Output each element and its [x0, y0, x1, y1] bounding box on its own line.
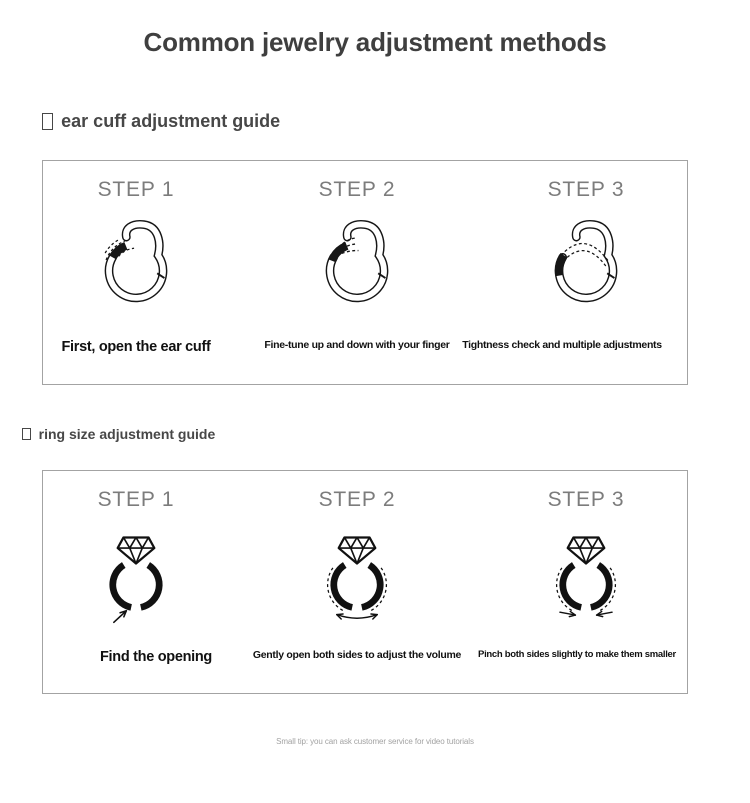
step-column: [43, 161, 229, 384]
section-heading-ear-cuff: [42, 111, 280, 132]
page-title: Common jewelry adjustment methods: [143, 27, 607, 57]
diamond-icon: [118, 537, 155, 563]
step-caption: Find the opening: [100, 649, 212, 665]
opening-arrow: [114, 611, 127, 623]
step-label: STEP 3: [547, 488, 625, 511]
step-caption: First, open the ear cuff: [61, 339, 211, 355]
ear-cuff-step3-illustration: [532, 213, 640, 321]
step-label: STEP 1: [97, 178, 175, 201]
missing-glyph-icon: [22, 428, 31, 441]
step-column: [229, 161, 485, 384]
section-heading-label: ear cuff adjustment guide: [61, 111, 281, 131]
diamond-icon: [339, 537, 376, 563]
step-label: STEP 2: [318, 488, 396, 511]
ring-step1-illustration: [82, 521, 190, 633]
step-column: [43, 471, 229, 693]
ring-step3-illustration: [532, 521, 640, 633]
step-label: STEP 1: [97, 488, 175, 511]
step-column: [229, 471, 485, 693]
footer-tip: Small tip: you can ask customer service for video tutorials: [276, 737, 474, 746]
motion-dashes: [565, 244, 609, 266]
ring-band: [113, 565, 159, 607]
step-caption: Tightness check and multiple adjustments: [462, 339, 662, 351]
section-heading-label: ring size adjustment guide: [38, 426, 216, 442]
adjust-arrows: [337, 614, 378, 619]
diamond-icon: [568, 537, 605, 563]
figure: [303, 211, 411, 323]
figure: [82, 521, 190, 633]
figure: [303, 521, 411, 633]
step-caption: Fine-tune up and down with your finger: [264, 339, 450, 351]
ear-cuff-steps-panel: [42, 160, 688, 385]
step-caption: Pinch both sides slightly to make them smaller: [478, 649, 676, 660]
ring-band: [563, 565, 609, 607]
ear-cuff-step1-illustration: [82, 213, 190, 321]
figure: [532, 211, 640, 323]
section-heading-ring-size: [22, 426, 215, 442]
step-column: [478, 471, 687, 693]
figure: [82, 211, 190, 323]
cuff-band: [109, 224, 163, 298]
missing-glyph-icon: [42, 113, 53, 130]
ring-band: [334, 565, 380, 607]
adjust-arrows: [560, 611, 612, 616]
ring-steps-panel: [42, 470, 688, 694]
step-label: STEP 2: [318, 178, 396, 201]
figure: [532, 521, 640, 633]
step-label: STEP 3: [547, 178, 625, 201]
cuff-band: [559, 224, 613, 298]
step-column: [462, 161, 687, 384]
cuff-opening-highlight: [332, 246, 347, 261]
step-caption: Gently open both sides to adjust the volume: [252, 649, 462, 661]
ear-cuff-step2-illustration: [303, 213, 411, 321]
ring-step2-illustration: [303, 521, 411, 633]
cuff-band: [330, 224, 384, 298]
